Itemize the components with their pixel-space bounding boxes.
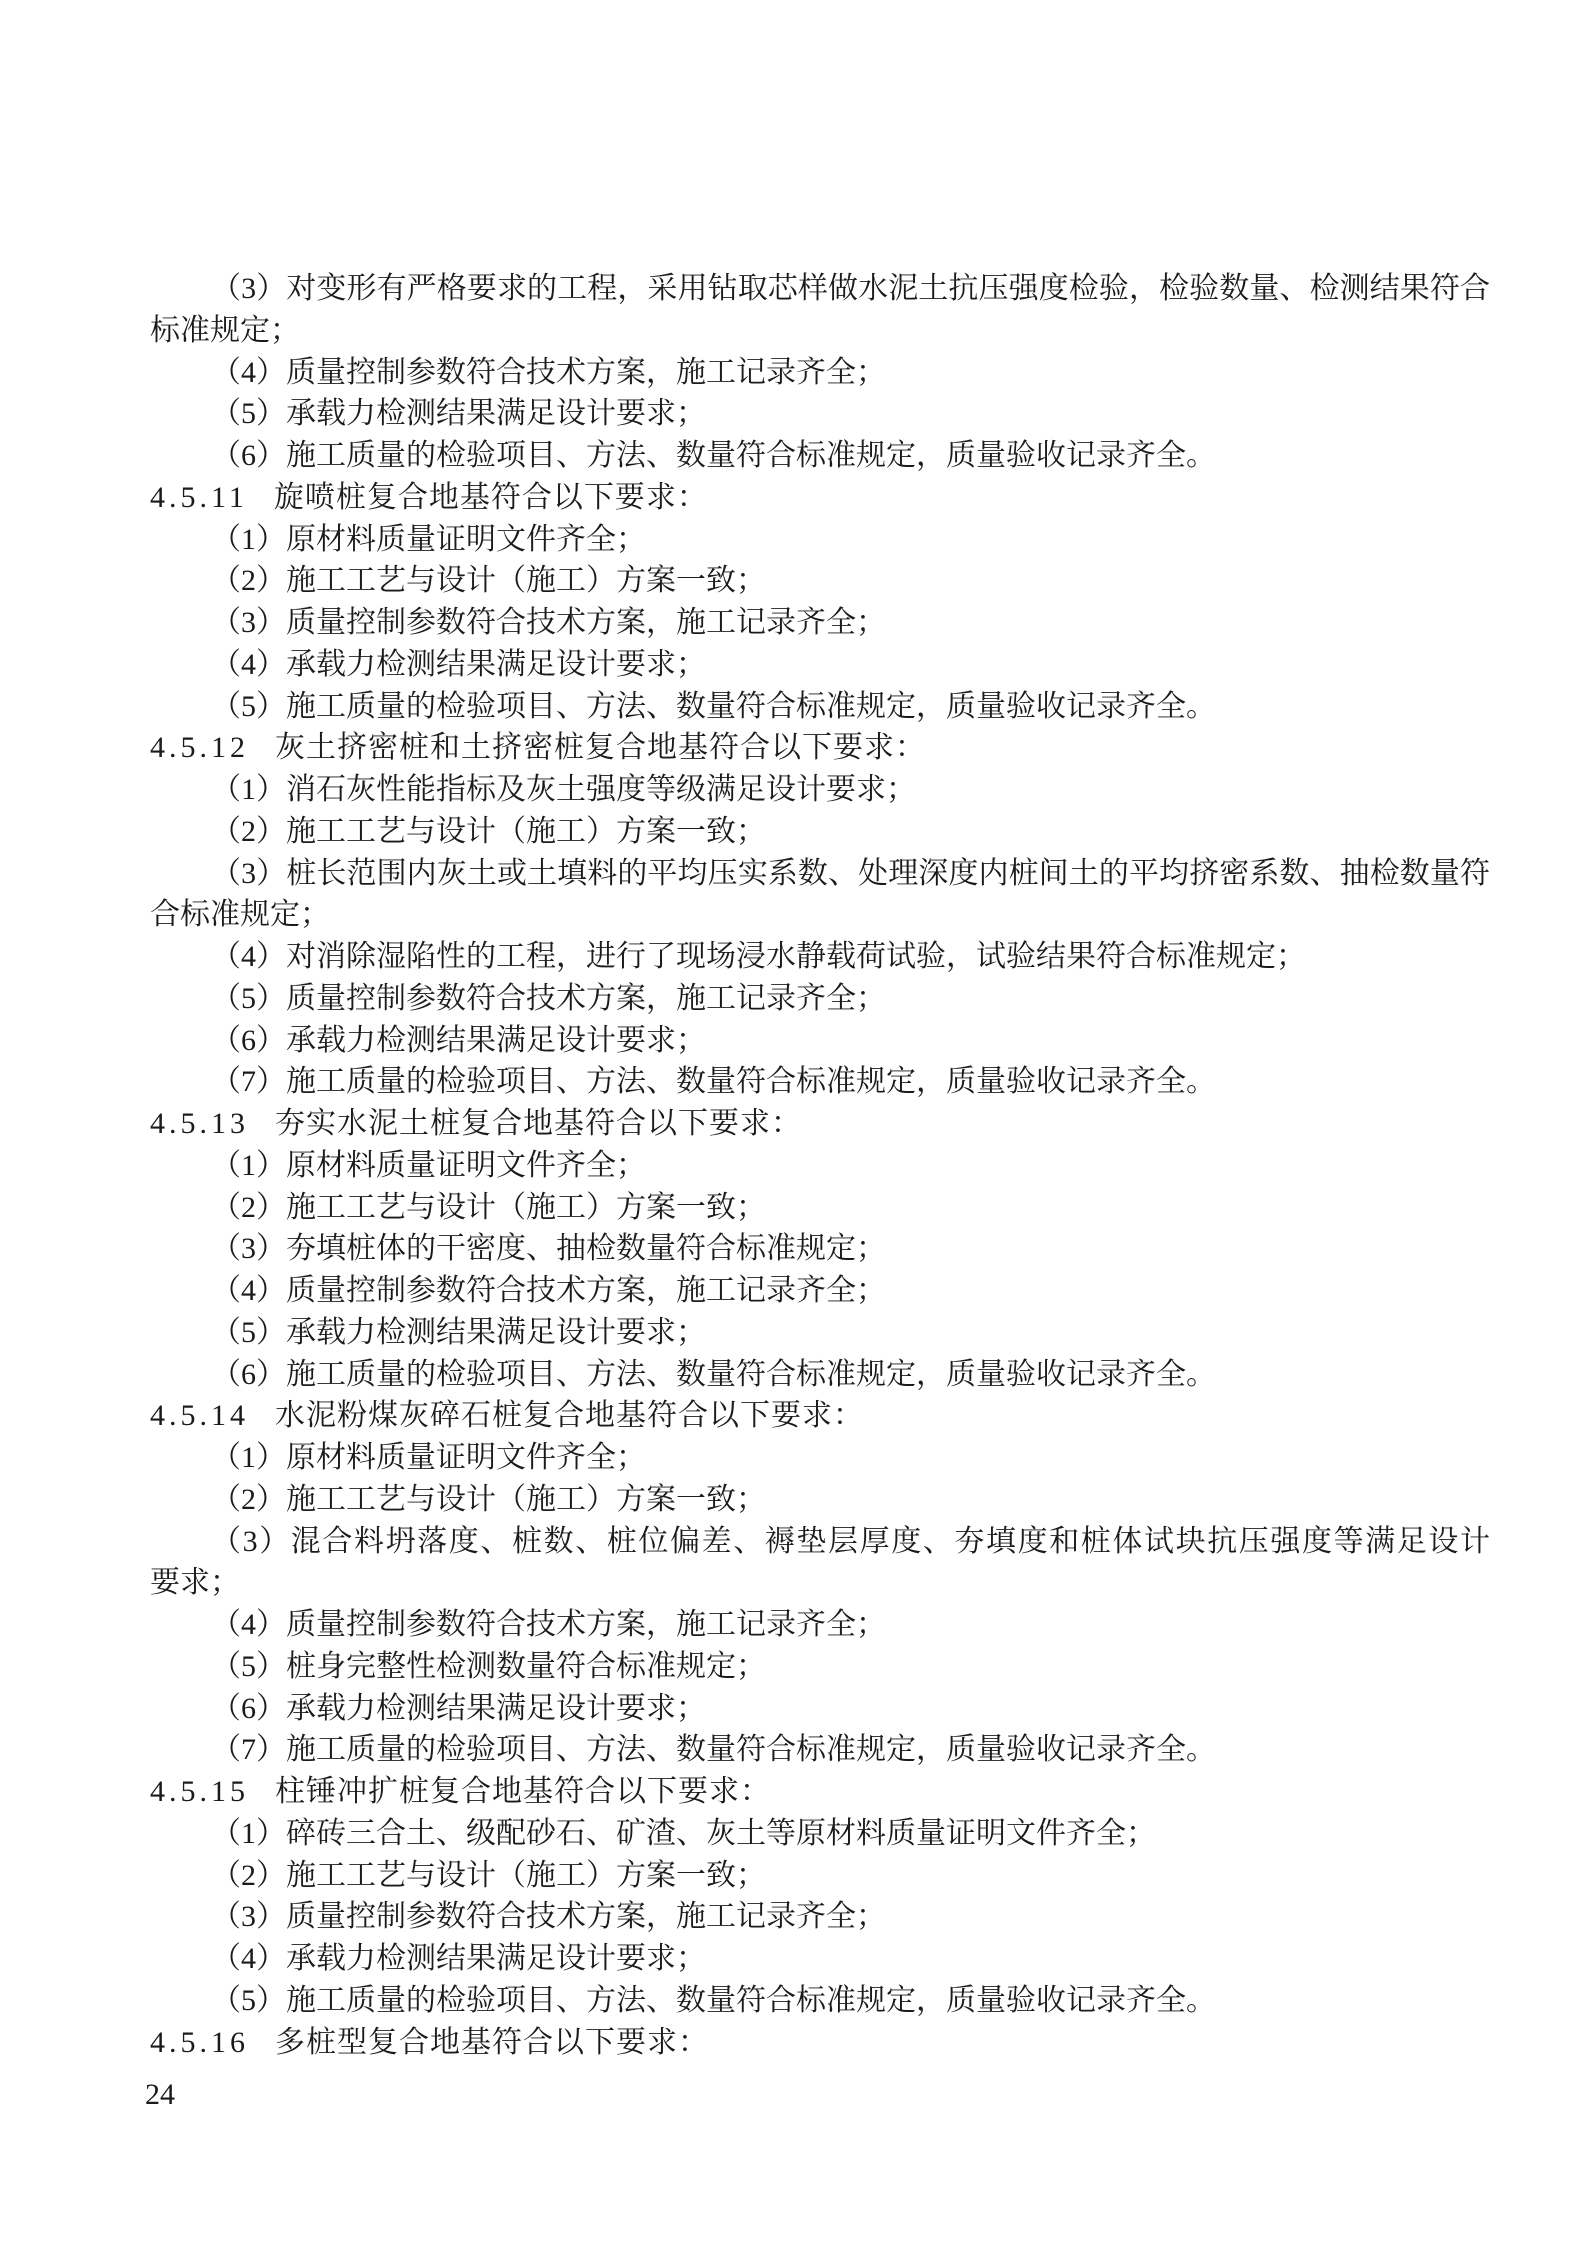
clause-line: （5）施工质量的检验项目、方法、数量符合标准规定，质量验收记录齐全。 xyxy=(211,689,1216,723)
section-heading xyxy=(150,477,1490,519)
clause-line: （1）原材料质量证明文件齐全； xyxy=(211,1441,646,1474)
section-title: 旋喷桩复合地基符合以下要求： xyxy=(273,480,708,514)
clause-item xyxy=(150,435,1490,477)
section-number: 4.5.14 xyxy=(150,1399,249,1433)
clause-item xyxy=(150,1145,1490,1187)
section-heading xyxy=(150,1395,1490,1437)
clause-line: （2）施工工艺与设计（施工）方案一致； xyxy=(211,1858,766,1892)
section-title: 灰土挤密桩和土挤密桩复合地基符合以下要求： xyxy=(275,731,926,765)
clause-item xyxy=(150,1312,1490,1354)
clause-line: （5）桩身完整性检测数量符合标准规定； xyxy=(211,1649,766,1683)
clause-line: （7）施工质量的检验项目、方法、数量符合标准规定，质量验收记录齐全。 xyxy=(211,1733,1216,1767)
clause-item xyxy=(150,1061,1490,1103)
clause-item xyxy=(150,1938,1490,1980)
section-number: 4.5.15 xyxy=(150,1775,249,1808)
section-heading xyxy=(150,2022,1490,2064)
clause-line: （6）承载力检测结果满足设计要求； xyxy=(211,1023,706,1057)
clause-item xyxy=(150,1855,1490,1897)
clause-item xyxy=(150,644,1490,686)
clause-line: （3）对变形有严格要求的工程，采用钻取芯样做水泥土抗压强度检验，检验数量、检测结果符合 xyxy=(211,272,1490,305)
clause-item xyxy=(150,1020,1490,1062)
clause-item xyxy=(150,1270,1490,1312)
clause-item xyxy=(150,560,1490,602)
clause-item xyxy=(150,853,1490,937)
clause-item xyxy=(150,1479,1490,1521)
page-body xyxy=(150,268,1490,2063)
clause-item xyxy=(150,1228,1490,1270)
section-title: 水泥粉煤灰碎石桩复合地基符合以下要求： xyxy=(275,1399,864,1433)
clause-line: （1）消石灰性能指标及灰土强度等级满足设计要求； xyxy=(211,773,916,806)
clause-line: （1）碎砖三合土、级配砂石、矿渣、灰土等原材料质量证明文件齐全； xyxy=(211,1816,1156,1850)
clause-item xyxy=(150,519,1490,561)
clause-item xyxy=(150,811,1490,853)
clause-item xyxy=(150,1646,1490,1688)
page-number: 24 xyxy=(145,2078,175,2111)
clause-line: （3）质量控制参数符合技术方案，施工记录齐全； xyxy=(211,1900,886,1934)
clause-line: （4）质量控制参数符合技术方案，施工记录齐全； xyxy=(211,1608,886,1641)
clause-item xyxy=(150,1980,1490,2022)
clause-line: （5）质量控制参数符合技术方案，施工记录齐全； xyxy=(211,981,886,1015)
section-heading xyxy=(150,727,1490,769)
clause-line: （4）承载力检测结果满足设计要求； xyxy=(211,1942,706,1975)
clause-line: （2）施工工艺与设计（施工）方案一致； xyxy=(211,564,766,598)
section-title: 多桩型复合地基符合以下要求： xyxy=(275,2025,709,2059)
clause-item xyxy=(150,352,1490,394)
clause-line: （6）承载力检测结果满足设计要求； xyxy=(211,1691,706,1725)
section-title: 夯实水泥土桩复合地基符合以下要求： xyxy=(275,1107,802,1140)
clause-item xyxy=(150,1604,1490,1646)
clause-line: （5）承载力检测结果满足设计要求； xyxy=(211,1315,706,1349)
clause-item xyxy=(150,1813,1490,1855)
clause-line: （1）原材料质量证明文件齐全； xyxy=(211,522,646,556)
clause-line: （6）施工质量的检验项目、方法、数量符合标准规定，质量验收记录齐全。 xyxy=(211,1357,1216,1391)
clause-item xyxy=(150,1437,1490,1479)
clause-item xyxy=(150,1896,1490,1938)
section-number: 4.5.12 xyxy=(150,731,249,765)
clause-item xyxy=(150,1688,1490,1730)
clause-item xyxy=(150,686,1490,728)
section-title: 柱锤冲扩桩复合地基符合以下要求： xyxy=(275,1775,771,1808)
clause-line: （4）承载力检测结果满足设计要求； xyxy=(211,647,706,681)
clause-line: （3）质量控制参数符合技术方案，施工记录齐全； xyxy=(211,606,886,639)
clause-line: （6）施工质量的检验项目、方法、数量符合标准规定，质量验收记录齐全。 xyxy=(211,439,1216,472)
clause-item xyxy=(150,268,1490,352)
clause-line: （3）混合料坍落度、桩数、桩位偏差、褥垫层厚度、夯填度和桩体试块抗压强度等满足设计 xyxy=(211,1524,1490,1558)
clause-item xyxy=(150,393,1490,435)
clause-item xyxy=(150,978,1490,1020)
clause-line: （5）承载力检测结果满足设计要求； xyxy=(211,397,706,431)
clause-item xyxy=(150,602,1490,644)
clause-line: 合标准规定； xyxy=(150,898,330,932)
clause-line: （5）施工质量的检验项目、方法、数量符合标准规定，质量验收记录齐全。 xyxy=(211,1983,1216,2017)
clause-item xyxy=(150,769,1490,811)
clause-item xyxy=(150,1521,1490,1605)
clause-line: （3）桩长范围内灰土或土填料的平均压实系数、处理深度内桩间土的平均挤密系数、抽检数量符 xyxy=(211,856,1490,890)
section-number: 4.5.16 xyxy=(150,2025,249,2059)
clause-line: （4）质量控制参数符合技术方案，施工记录齐全； xyxy=(211,355,886,389)
section-heading xyxy=(150,1771,1490,1813)
clause-item xyxy=(150,936,1490,978)
clause-line: （4）质量控制参数符合技术方案，施工记录齐全； xyxy=(211,1274,886,1307)
clause-line: （4）对消除湿陷性的工程，进行了现场浸水静载荷试验，试验结果符合标准规定； xyxy=(211,940,1306,973)
clause-item xyxy=(150,1729,1490,1771)
clause-line: （7）施工质量的检验项目、方法、数量符合标准规定，质量验收记录齐全。 xyxy=(211,1065,1216,1099)
clause-line: 标准规定； xyxy=(150,313,300,347)
section-number: 4.5.11 xyxy=(150,480,248,514)
clause-line: （2）施工工艺与设计（施工）方案一致； xyxy=(211,1190,766,1224)
clause-line: （1）原材料质量证明文件齐全； xyxy=(211,1148,646,1182)
clause-item xyxy=(150,1187,1490,1229)
clause-item xyxy=(150,1354,1490,1396)
clause-line: （3）夯填桩体的干密度、抽检数量符合标准规定； xyxy=(211,1232,886,1266)
section-number: 4.5.13 xyxy=(150,1107,249,1140)
section-heading xyxy=(150,1103,1490,1145)
clause-line: （2）施工工艺与设计（施工）方案一致； xyxy=(211,814,766,848)
clause-line: 要求； xyxy=(150,1566,240,1600)
clause-line: （2）施工工艺与设计（施工）方案一致； xyxy=(211,1482,766,1516)
